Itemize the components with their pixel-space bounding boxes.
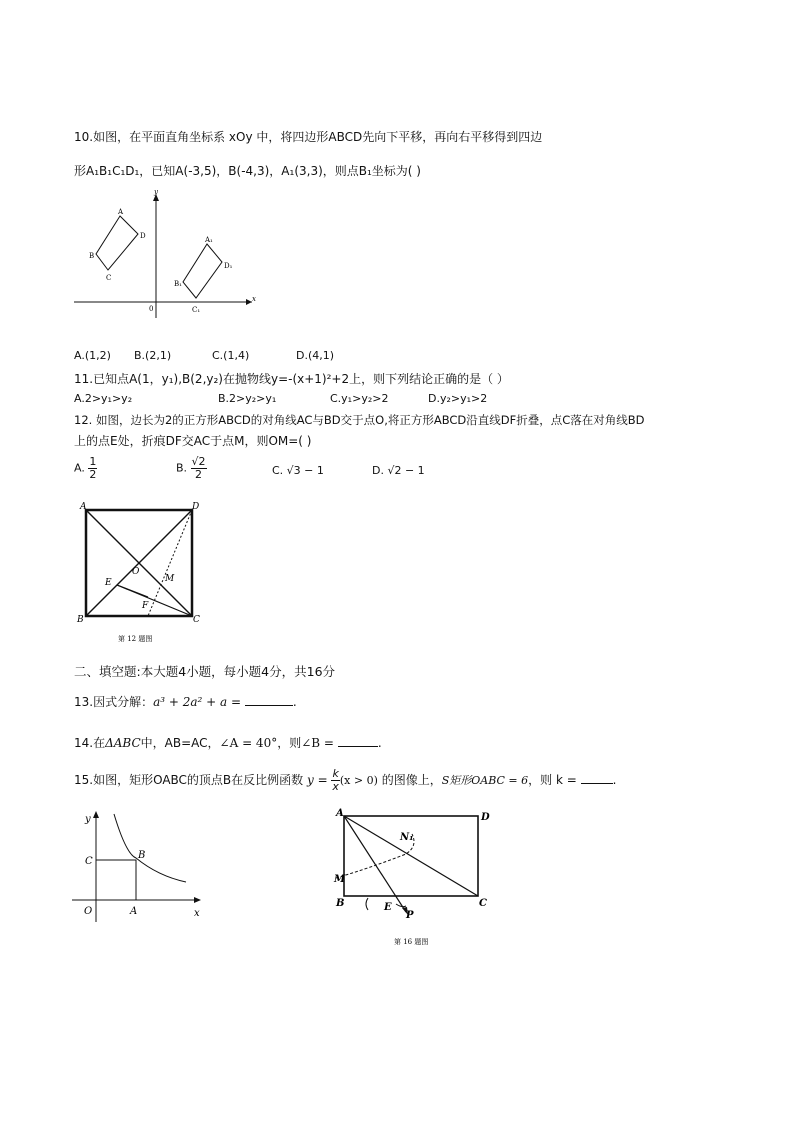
q14-answer-blank[interactable] — [338, 746, 378, 747]
q15-y-label: y — [85, 814, 91, 825]
rectangle-oabc — [96, 860, 136, 900]
q10-label-B: B — [89, 252, 95, 260]
q12-figure — [72, 498, 212, 650]
ray-ap — [344, 816, 406, 912]
q15-answer-blank[interactable] — [581, 783, 613, 784]
q16-label-A: A — [336, 808, 344, 819]
q10-label-C1: C₁ — [192, 306, 201, 314]
q11-option-c: C.y₁>y₂>2 — [330, 392, 389, 405]
q10-origin-label: 0 — [149, 305, 154, 313]
q12-label-O: O — [132, 567, 140, 577]
q16-label-C: C — [479, 898, 487, 909]
q10-option-c: C.(1,4) — [212, 349, 250, 362]
q10-y-label: y — [154, 188, 158, 196]
q12-line2: 上的点E处，折痕DF交AC于点M，则OM=( ) — [74, 434, 312, 448]
segment-ef — [117, 585, 148, 597]
q15-label-O: O — [84, 906, 93, 917]
q11-option-a: A.2>y₁>y₂ — [74, 392, 133, 405]
q11-text: 11.已知点A(1，y₁),B(2,y₂)在抛物线y=-(x+1)²+2上，则下列结论正确的是（ ） — [74, 372, 509, 386]
q11-option-b: B.2>y₂>y₁ — [218, 392, 277, 405]
q13-text: 13.因式分解：a³ + 2a² + a = . — [74, 695, 297, 709]
q12-option-c: C. √3 − 1 — [272, 464, 324, 477]
q12-option-d: D. √2 − 1 — [372, 464, 425, 477]
q15-x-label: x — [194, 908, 200, 919]
q13-answer-blank[interactable] — [245, 705, 293, 706]
q15-figure — [68, 806, 208, 934]
q15-text: 15.如图，矩形OABC的顶点B在反比例函数 y = $\frac{k}{x}$ (x > 0) 的图像上，S矩形OABC = 6，则 k = . — [74, 767, 617, 793]
q10-option-b: B.(2,1) — [134, 349, 172, 362]
section-2-heading: 二、填空题:本大题4小题，每小题4分，共16分 — [74, 664, 336, 679]
quad-a1b1c1d1 — [183, 244, 222, 298]
q16-label-N: N₁ — [400, 832, 414, 843]
hyperbola-curve — [114, 814, 186, 882]
q12-line1: 12. 如图，边长为2的正方形ABCD的对角线AC与BD交于点O,将正方形ABCD沿直线DF折叠，点C落在对角线BD — [74, 413, 645, 427]
q16-figure — [330, 806, 510, 954]
q10-label-B1: B₁ — [174, 280, 182, 288]
q10-label-D: D — [140, 232, 146, 240]
q12-label-M: M — [165, 574, 175, 584]
quad-abcd — [96, 216, 138, 270]
q10-figure — [70, 188, 270, 332]
arc-tick-b — [366, 898, 368, 910]
q12-label-D: D — [192, 502, 200, 512]
q12-label-C: C — [193, 615, 200, 625]
q12-label-F: F — [142, 601, 149, 611]
q15-fraction: $\frac{k}{x}$ — [332, 767, 339, 793]
q14-text: 14.在ΔABC中，AB=AC，∠A = 40°，则∠B = . — [74, 736, 382, 750]
q12-label-E: E — [105, 578, 112, 588]
q10-option-a: A.(1,2) — [74, 349, 111, 362]
q16-caption: 第 16 题图 — [394, 938, 429, 946]
q12-option-a: A. $\frac{1}{2}$ — [74, 455, 97, 481]
q12-option-b-fraction: $\frac{√2}{2}$ — [191, 455, 206, 481]
q16-label-B: B — [336, 898, 345, 909]
q16-label-D: D — [481, 812, 490, 823]
q15-label-B: B — [138, 850, 146, 861]
q12-option-a-fraction: $\frac{1}{2}$ — [89, 455, 97, 481]
q10-x-label: x — [252, 295, 256, 303]
q10-label-C: C — [106, 274, 112, 282]
q12-option-b: B. $\frac{√2}{2}$ — [176, 455, 206, 481]
q10-label-A1: A₁ — [205, 236, 213, 244]
q12-label-A: A — [80, 502, 87, 512]
q10-label-D1: D₁ — [224, 262, 233, 270]
q10-line1: 10.如图，在平面直角坐标系 xOy 中，将四边形ABCD先向下平移，再向右平移得到四边 — [74, 130, 543, 144]
q12-caption: 第 12 题图 — [118, 635, 153, 643]
q10-label-A: A — [118, 208, 124, 216]
q15-label-A: A — [130, 906, 138, 917]
q10-line2: 形A₁B₁C₁D₁，已知A(-3,5)，B(-4,3)，A₁(3,3)，则点B₁坐标为( ) — [74, 164, 421, 178]
q12-label-B: B — [77, 615, 84, 625]
q16-label-P: P — [406, 910, 414, 921]
q10-option-d: D.(4,1) — [296, 349, 335, 362]
q15-label-C: C — [85, 856, 93, 867]
diagonal-ac — [344, 816, 478, 896]
q16-label-E: E — [384, 902, 392, 913]
q11-option-d: D.y₂>y₁>2 — [428, 392, 488, 405]
q16-label-M: M — [334, 874, 346, 885]
